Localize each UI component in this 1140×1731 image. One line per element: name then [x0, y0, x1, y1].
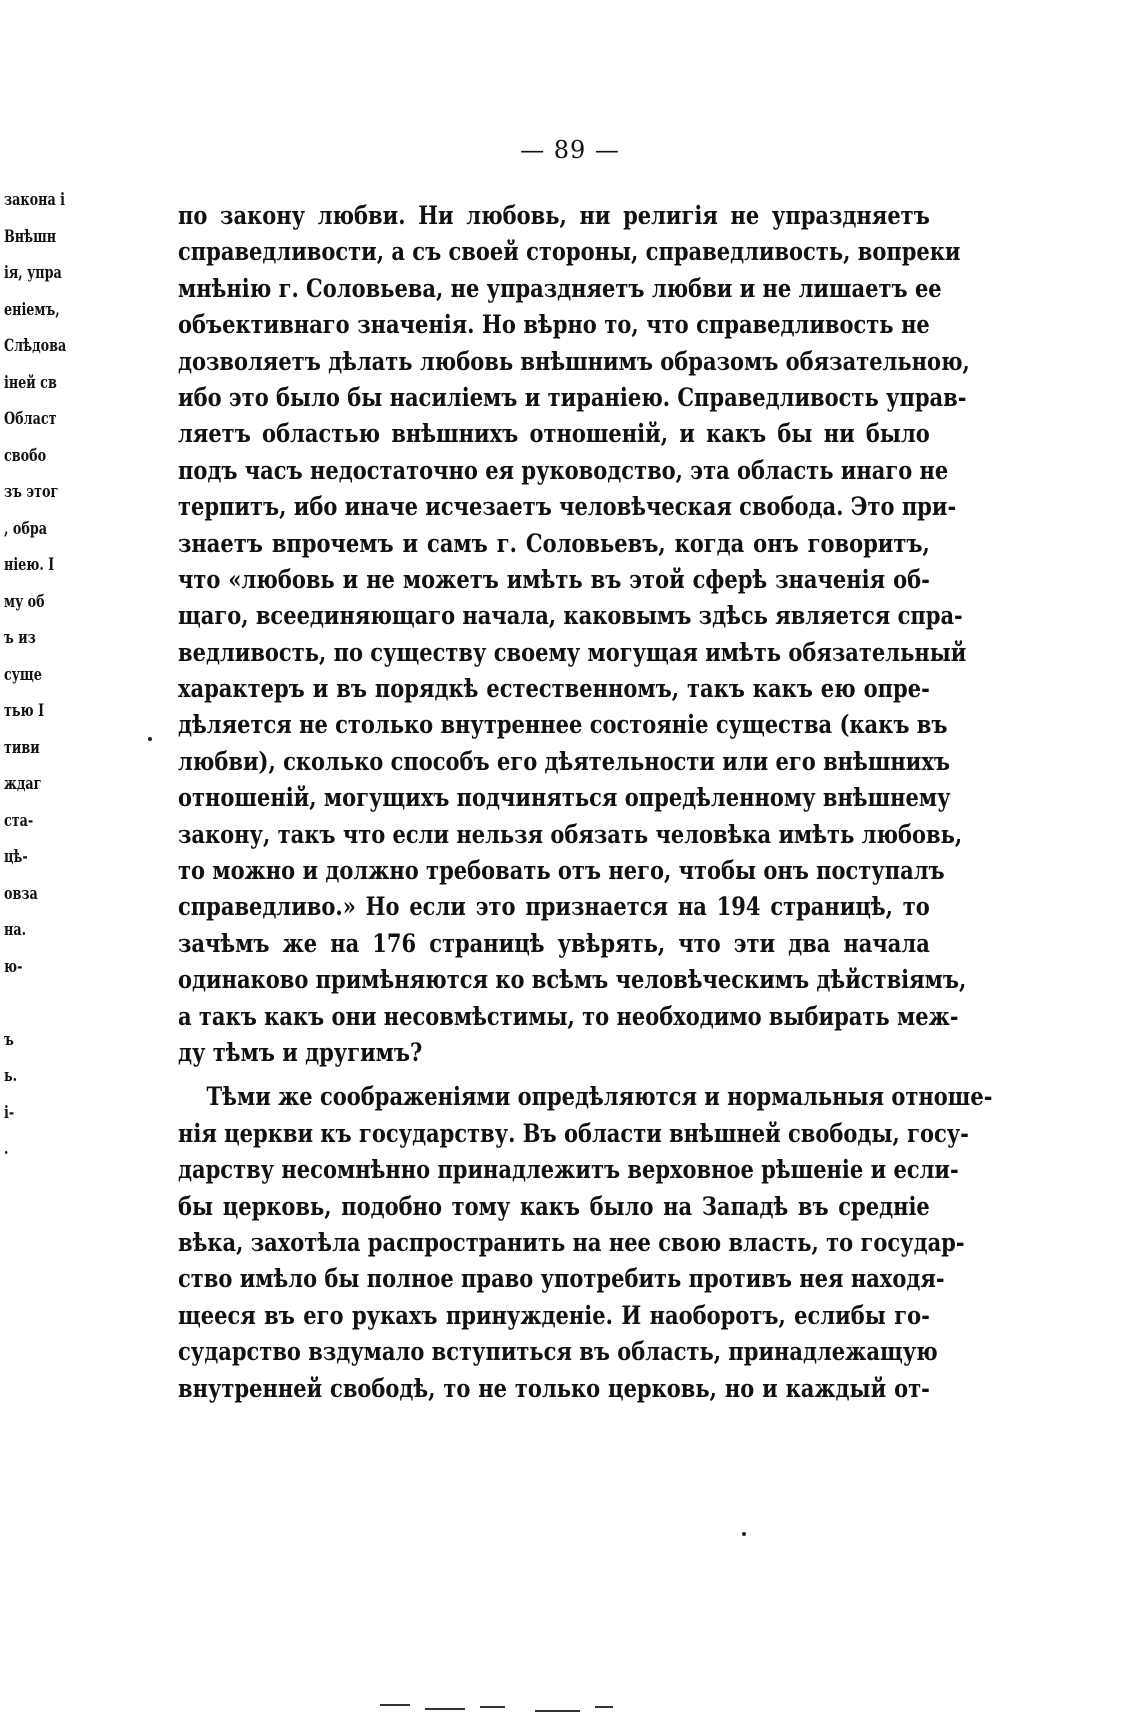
- margin-fragment: на.: [4, 920, 27, 940]
- margin-fragment: ста-: [4, 810, 34, 831]
- scan-mark: [595, 1706, 613, 1708]
- text-line: отношеній, могущихъ подчиняться опредѣленному внѣшнему: [178, 783, 951, 813]
- margin-fragment: тью I: [4, 701, 45, 721]
- text-line: щаго, всеединяющаго начала, каковымъ здѣсь является спра-: [178, 601, 963, 631]
- margin-fragment: зъ этог: [4, 482, 59, 502]
- text-line: терпитъ, ибо иначе исчезаетъ человѣческая свобода. Это при-: [178, 492, 957, 522]
- text-line: нія церкви къ государству. Въ области внѣшней свободы, госу-: [178, 1118, 969, 1148]
- text-line: ду тѣмъ и другимъ?: [178, 1037, 423, 1067]
- text-line: подъ часъ недостаточно ея руководство, эта область инаго не: [178, 455, 949, 485]
- left-margin-bleed-through: [4, 190, 76, 1176]
- margin-fragment: , обра: [4, 518, 48, 539]
- margin-fragment: суще: [4, 664, 42, 685]
- text-line: по закону любви. Ни любовь, ни религія не упраздняетъ: [178, 201, 930, 230]
- text-line: дозволяетъ дѣлать любовь внѣшнимъ образомъ обязательною,: [178, 346, 970, 376]
- main-text-block: [178, 198, 993, 1407]
- text-line: дарству несомнѣнно принадлежитъ верховное рѣшеніе и если-: [178, 1155, 959, 1185]
- scan-mark: [480, 1706, 505, 1708]
- text-line: объективнаго значенія. Но вѣрно то, что справедливость не: [178, 310, 930, 340]
- text-line: внутренней свободѣ, то не только церковь, но и каждый от-: [178, 1373, 930, 1403]
- margin-fragment: цѣ-: [4, 847, 28, 867]
- margin-fragment: Област: [4, 409, 57, 429]
- text-line: ство имѣло бы полное право употребить противъ нея находя-: [178, 1264, 945, 1294]
- margin-fragment: закона і: [4, 190, 65, 210]
- paragraph-first-line: Тѣми же соображеніями опредѣляются и нормальныя отноше-: [206, 1082, 993, 1112]
- text-line: бы церковь, подобно тому какъ было на Западѣ въ средніе: [178, 1191, 930, 1221]
- text-line: ведливость, по существу своему могущая имѣть обязательный: [178, 637, 967, 667]
- margin-fragment: еніемъ,: [4, 299, 60, 320]
- text-line: дѣляется не столько внутреннее состояніе существа (какъ въ: [178, 710, 948, 740]
- text-line: щееся въ его рукахъ принужденіе. И наоборотъ, еслибы го-: [178, 1300, 930, 1330]
- text-line: ляетъ областью внѣшнихъ отношеній, и какъ бы ни было: [178, 419, 930, 449]
- text-line: вѣка, захотѣла распространить на нее свою власть, то государ-: [178, 1227, 965, 1257]
- text-line: то можно и должно требовать отъ него, чтобы онъ поступалъ: [178, 856, 945, 886]
- margin-fragment: ь.: [4, 1066, 18, 1086]
- margin-fragment: му об: [4, 591, 45, 612]
- margin-fragment: іней св: [4, 372, 57, 393]
- margin-fragment: ія, упра: [4, 263, 62, 283]
- margin-fragment: Слѣдова: [4, 336, 67, 356]
- margin-fragment: ю-: [4, 956, 23, 977]
- text-line: зачѣмъ же на 176 страницѣ увѣрять, что эти два начала: [178, 928, 930, 958]
- text-line: мнѣнію г. Соловьева, не упраздняетъ любви и не лишаетъ ее: [178, 273, 942, 303]
- margin-fragment: тиви: [4, 737, 40, 758]
- margin-fragment: свобо: [4, 445, 47, 466]
- scan-mark: [425, 1708, 465, 1710]
- bottom-scan-marks: [370, 1700, 670, 1720]
- margin-fragment: і-: [4, 1102, 15, 1123]
- text-line: любви), сколько способъ его дѣятельности или его внѣшнихъ: [178, 746, 950, 776]
- text-line: сударство вздумало вступиться въ область, принадлежащую: [178, 1337, 938, 1367]
- text-line: закону, такъ что если нельзя обязать человѣка имѣть любовь,: [178, 819, 963, 849]
- text-line: знаетъ впрочемъ и самъ г. Соловьевъ, когда онъ говоритъ,: [178, 528, 930, 558]
- margin-fragment: [4, 993, 58, 1030]
- margin-fragment: Внѣшн: [4, 226, 57, 247]
- scan-mark: [380, 1704, 410, 1706]
- ink-speck: [148, 737, 152, 741]
- text-line: что «любовь и не можетъ имѣть въ этой сферѣ значенія об-: [178, 564, 930, 594]
- ink-speck: [742, 1532, 746, 1536]
- margin-fragment: ніею. I: [4, 555, 55, 575]
- text-line: ибо это было бы насиліемъ и тираніею. Справедливость управ-: [178, 382, 967, 412]
- margin-fragment: ждаг: [4, 774, 42, 794]
- margin-fragment: ъ из: [4, 628, 36, 648]
- page-number: — 89 —: [520, 136, 620, 164]
- text-line: характеръ и въ порядкѣ естественномъ, такъ какъ ею опре-: [178, 674, 930, 704]
- text-line: одинаково примѣняются ко всѣмъ человѣческимъ дѣйствіямъ,: [178, 965, 967, 995]
- text-line: справедливости, а съ своей стороны, справедливость, вопреки: [178, 237, 961, 267]
- margin-fragment: ъ: [4, 1029, 14, 1050]
- margin-fragment: овза: [4, 883, 38, 904]
- text-line: справедливо.» Но если это признается на 194 страницѣ, то: [178, 892, 930, 922]
- text-line: а такъ какъ они несовмѣстимы, то необходимо выбирать меж-: [178, 1001, 959, 1031]
- margin-fragment: .: [4, 1139, 9, 1159]
- scan-mark: [535, 1710, 580, 1712]
